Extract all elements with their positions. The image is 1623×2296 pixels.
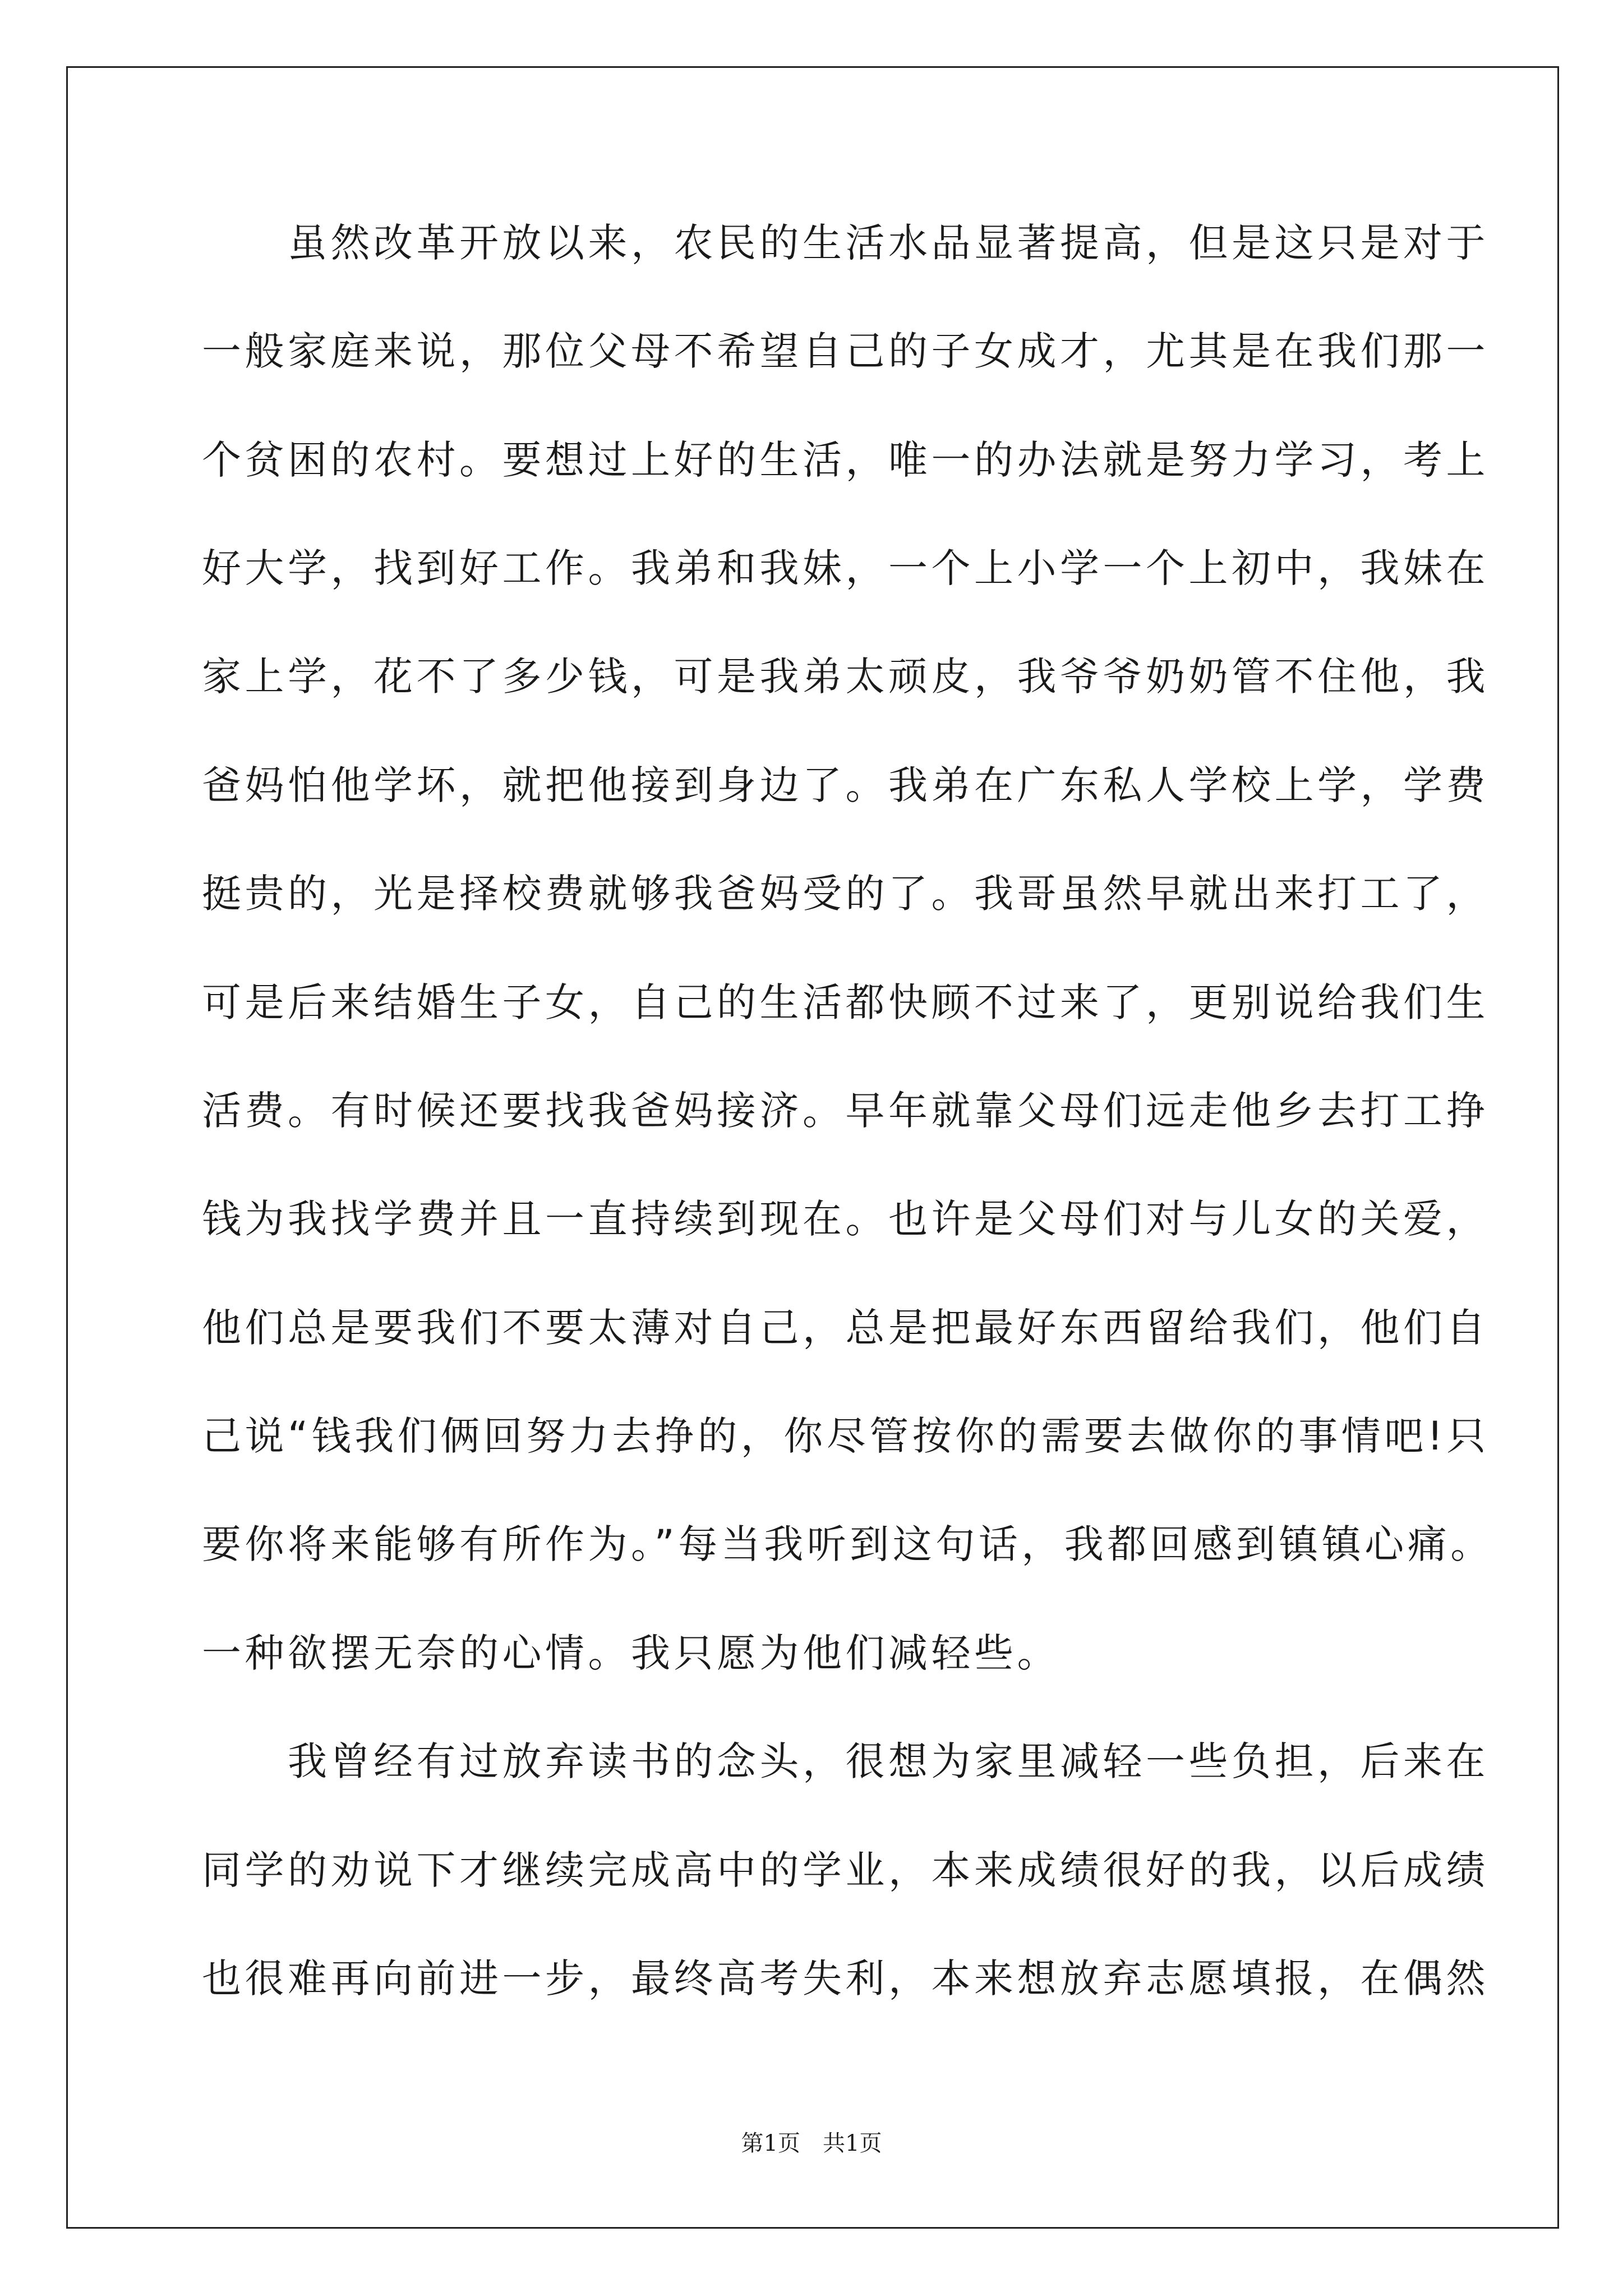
body-line-6: 爸妈怕他学坏，就把他接到身边了。我弟在广东私人学校上学，学费 [202,762,1489,808]
body-line-10: 钱为我找学费并且一直持续到现在。也许是父母们对与儿女的关爱， [202,1196,1489,1242]
body-line-8: 可是后来结婚生子女，自己的生活都快顾不过来了，更别说给我们生 [202,979,1489,1025]
body-line-3: 个贫困的农村。要想过上好的生活，唯一的办法就是努力学习，考上 [202,437,1489,483]
body-line-9: 活费。有时候还要找我爸妈接济。早年就靠父母们远走他乡去打工挣 [202,1088,1489,1134]
body-line-5: 家上学，花不了多少钱，可是我弟太顽皮，我爷爷奶奶管不住他，我 [202,654,1489,700]
body-line-1: 虽然改革开放以来，农民的生活水品显著提高，但是这只是对于 [202,220,1489,266]
body-line-2: 一般家庭来说，那位父母不希望自己的子女成才，尤其是在我们那一 [202,328,1489,374]
body-line-11: 他们总是要我们不要太薄对自己，总是把最好东西留给我们，他们自 [202,1305,1489,1351]
body-line-16: 同学的劝说下才继续完成高中的学业，本来成绩很好的我，以后成绩 [202,1847,1489,1893]
body-line-17: 也很难再向前进一步，最终高考失利，本来想放弃志愿填报，在偶然 [202,1955,1489,2001]
body-line-7: 挺贵的，光是择校费就够我爸妈受的了。我哥虽然早就出来打工了， [202,871,1489,917]
body-line-13: 要你将来能够有所作为。”每当我听到这句话，我都回感到镇镇心痛。 [202,1521,1493,1567]
body-line-14: 一种欲摆无奈的心情。我只愿为他们减轻些。 [202,1630,1060,1676]
page-footer: 第1页 共1页 [741,2131,882,2156]
body-line-15: 我曾经有过放弃读书的念头，很想为家里减轻一些负担，后来在 [202,1738,1489,1784]
body-line-4: 好大学，找到好工作。我弟和我妹，一个上小学一个上初中，我妹在 [202,545,1489,591]
page-border [66,66,1559,2229]
body-line-12: 己说“钱我们俩回努力去挣的，你尽管按你的需要去做你的事情吧!只 [202,1413,1490,1459]
